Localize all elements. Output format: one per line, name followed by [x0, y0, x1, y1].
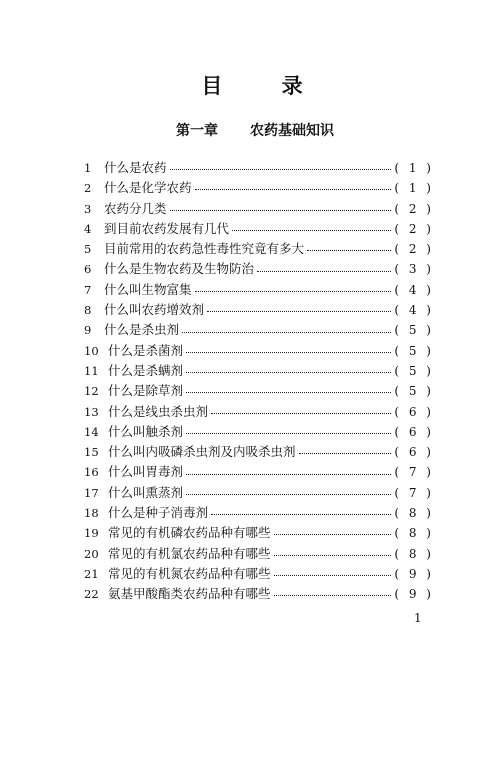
toc-entry-title: 什么是农药 [104, 160, 167, 175]
toc-entry-number: 18 [84, 506, 99, 521]
toc-entry[interactable] [84, 178, 434, 198]
toc-leader-dots [257, 271, 391, 272]
toc-leader-dots [182, 332, 391, 333]
toc-entry-page: ( 5 ) [394, 323, 434, 338]
toc-entry-page: ( 8 ) [394, 506, 434, 521]
toc-entry-page: ( 3 ) [394, 262, 434, 277]
toc-leader-dots [186, 433, 391, 434]
page-number: 1 [414, 611, 422, 625]
toc-entry-title: 常见的有机磷农药品种有哪些 [108, 525, 271, 541]
toc-leader-dots [299, 453, 392, 454]
toc-entry[interactable] [84, 259, 434, 279]
toc-entry[interactable] [84, 381, 434, 401]
toc-entry-number: 2 [84, 181, 92, 196]
toc-entry-title: 什么叫触杀剂 [108, 423, 184, 439]
toc-entry-title: 农药分几类 [104, 200, 167, 216]
toc-leader-dots [211, 413, 391, 414]
toc-entry-number: 17 [84, 485, 99, 500]
toc-entry-page: ( 1 ) [394, 181, 434, 196]
toc-entry[interactable] [84, 280, 434, 300]
toc-entry-page: ( 1 ) [394, 161, 434, 175]
toc-entry[interactable] [84, 199, 434, 219]
toc-entry[interactable] [84, 239, 434, 259]
toc-entry-title: 什么是除草剂 [108, 383, 184, 399]
toc-entry-page: ( 6 ) [394, 404, 434, 419]
toc-entry-page: ( 4 ) [394, 282, 434, 297]
toc-entry-number: 7 [84, 282, 92, 297]
toc-leader-dots [207, 311, 391, 312]
toc-entry[interactable] [84, 422, 434, 442]
toc-entry-number: 1 [84, 161, 92, 175]
toc-entry-page: ( 2 ) [394, 201, 434, 216]
toc-entry-number: 14 [84, 424, 99, 439]
toc-entry-number: 22 [84, 587, 99, 602]
toc-entry-page: ( 6 ) [394, 424, 434, 439]
chapter-heading [176, 120, 334, 140]
toc-entry-title: 常见的有机氮农药品种有哪些 [108, 565, 271, 581]
table-of-contents [84, 158, 434, 605]
toc-leader-dots [186, 372, 391, 373]
toc-leader-dots [211, 514, 391, 515]
toc-entry[interactable] [84, 584, 434, 604]
toc-leader-dots [186, 494, 391, 495]
toc-entry-page: ( 9 ) [394, 587, 434, 602]
toc-entry-page: ( 5 ) [394, 343, 434, 358]
toc-entry[interactable] [84, 341, 434, 361]
toc-entry[interactable] [84, 402, 434, 422]
toc-entry[interactable] [84, 300, 434, 320]
page-title: 目 录 [201, 74, 329, 98]
toc-leader-dots [195, 291, 392, 292]
toc-entry-page: ( 8 ) [394, 546, 434, 561]
toc-entry-number: 13 [84, 404, 99, 419]
toc-entry-number: 6 [84, 262, 92, 277]
toc-entry-title: 什么是杀螨剂 [108, 362, 184, 378]
toc-leader-dots [170, 210, 392, 211]
toc-entry-title: 什么是线虫杀虫剂 [108, 403, 209, 419]
toc-leader-dots [274, 575, 392, 576]
toc-leader-dots [186, 352, 391, 353]
toc-entry-number: 5 [84, 242, 92, 257]
toc-entry-title: 什么叫生物富集 [104, 281, 192, 297]
toc-entry-title: 到目前农药发展有几代 [104, 220, 230, 236]
toc-entry-title: 什么叫熏蒸剂 [108, 484, 184, 500]
toc-entry-title: 什么是化学农药 [104, 180, 192, 196]
toc-entry-page: ( 9 ) [394, 566, 434, 581]
toc-entry[interactable] [84, 158, 434, 178]
toc-entry-number: 9 [84, 323, 92, 338]
toc-entry-title: 什么叫内吸磷杀虫剂及内吸杀虫剂 [108, 444, 296, 460]
toc-entry-title: 目前常用的农药急性毒性究竟有多大 [104, 241, 305, 257]
toc-entry-page: ( 2 ) [394, 242, 434, 257]
toc-entry-number: 20 [84, 546, 99, 561]
toc-entry-page: ( 5 ) [394, 384, 434, 399]
toc-leader-dots [274, 595, 392, 596]
toc-entry[interactable] [84, 361, 434, 381]
toc-entry-number: 12 [84, 384, 99, 399]
toc-leader-dots [186, 392, 391, 393]
toc-entry[interactable] [84, 442, 434, 462]
toc-entry-page: ( 5 ) [394, 363, 434, 378]
toc-entry-page: ( 8 ) [394, 526, 434, 541]
toc-entry-page: ( 6 ) [394, 445, 434, 460]
toc-entry-title: 什么是生物农药及生物防治 [104, 261, 255, 277]
toc-entry-number: 4 [84, 221, 92, 236]
toc-leader-dots [274, 555, 392, 556]
toc-leader-dots [307, 250, 391, 251]
toc-entry-number: 3 [84, 201, 92, 216]
toc-entry[interactable] [84, 483, 434, 503]
toc-entry-title: 什么叫农药增效剂 [104, 302, 205, 318]
toc-entry[interactable] [84, 564, 434, 584]
toc-entry[interactable] [84, 320, 434, 340]
toc-leader-dots [195, 189, 392, 190]
toc-entry-page: ( 7 ) [394, 485, 434, 500]
toc-leader-dots [232, 230, 391, 231]
toc-entry[interactable] [84, 462, 434, 482]
toc-entry-number: 16 [84, 465, 99, 480]
toc-entry-title: 什么是杀菌剂 [108, 342, 184, 358]
toc-entry-number: 8 [84, 303, 92, 318]
toc-entry-page: ( 4 ) [394, 303, 434, 318]
toc-entry-title: 常见的有机氯农药品种有哪些 [108, 545, 271, 561]
toc-entry-title: 什么叫胃毒剂 [108, 464, 184, 480]
toc-entry-number: 19 [84, 526, 99, 541]
toc-entry-number: 10 [84, 343, 99, 358]
chapter-name: 农药基础知识 [250, 123, 334, 139]
toc-entry[interactable] [84, 523, 434, 543]
toc-entry[interactable] [84, 219, 434, 239]
toc-entry-title: 氨基甲酸酯类农药品种有哪些 [108, 586, 271, 602]
toc-entry[interactable] [84, 544, 434, 564]
toc-entry-number: 15 [84, 445, 99, 460]
toc-leader-dots [186, 474, 391, 475]
toc-entry[interactable] [84, 503, 434, 523]
toc-leader-dots [274, 534, 392, 535]
toc-entry-page: ( 2 ) [394, 221, 434, 236]
toc-entry-number: 21 [84, 566, 99, 581]
toc-entry-title: 什么是杀虫剂 [104, 322, 180, 338]
toc-entry-page: ( 7 ) [394, 465, 434, 480]
toc-entry-number: 11 [84, 363, 99, 378]
toc-leader-dots [170, 169, 392, 170]
chapter-label: 第一章 [176, 123, 218, 139]
toc-entry-title: 什么是种子消毒剂 [108, 505, 209, 521]
